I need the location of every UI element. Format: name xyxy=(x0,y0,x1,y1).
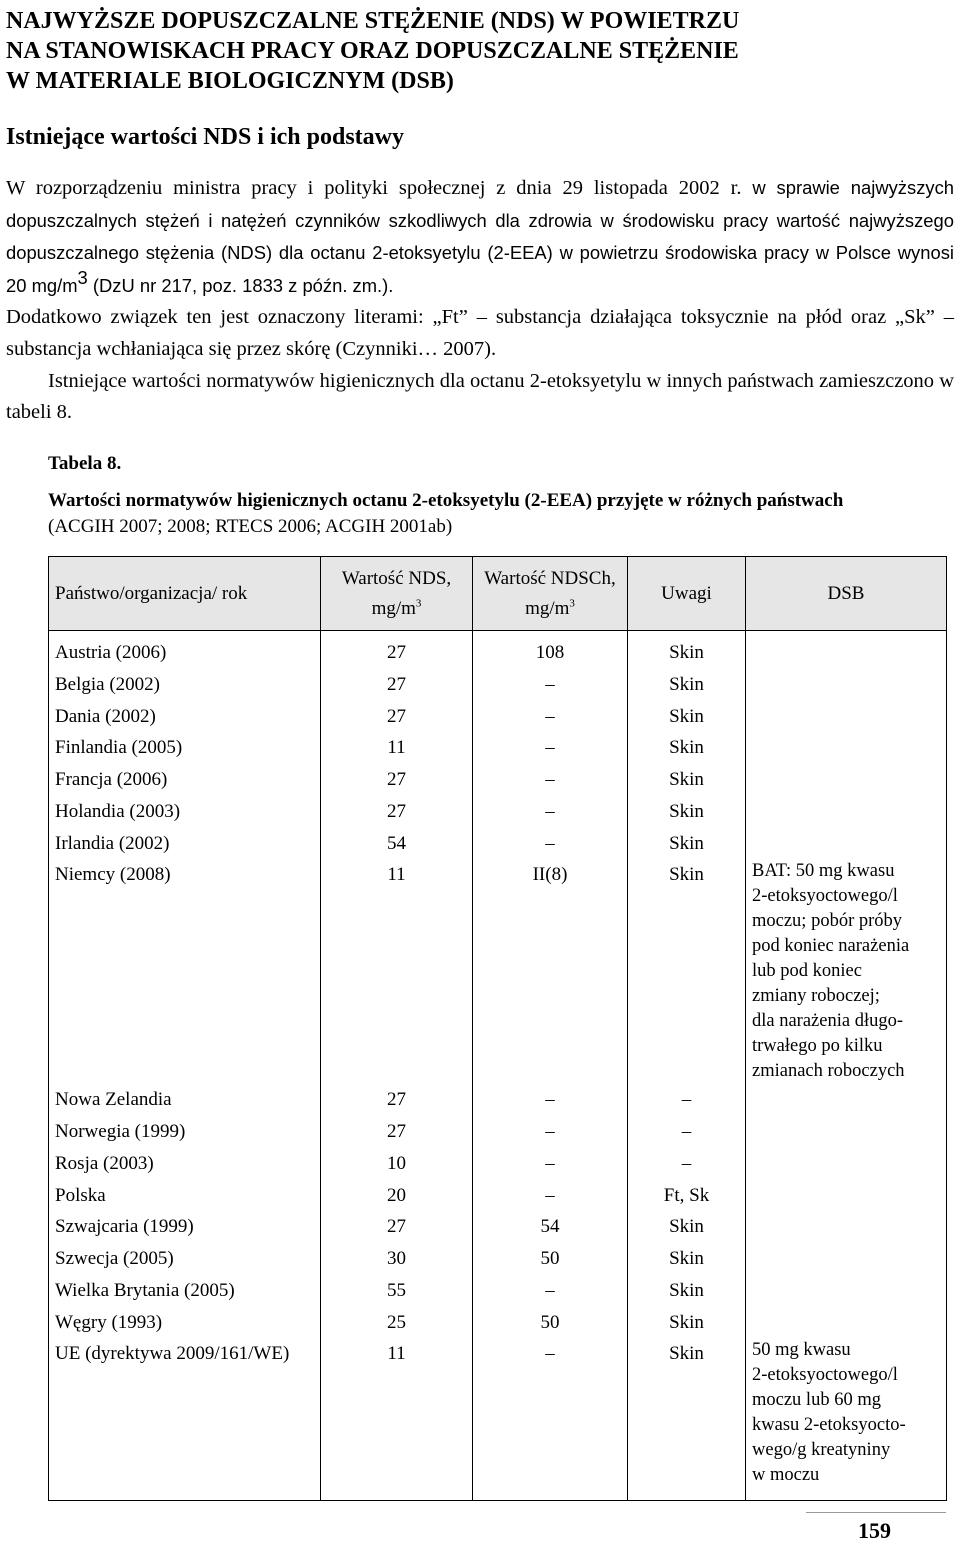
cell-nds: 30 xyxy=(321,1243,473,1275)
subsection-heading: Istniejące wartości NDS i ich podstawy xyxy=(6,124,404,150)
table-sources: (ACGIH 2007; 2008; RTECS 2006; ACGIH 2001ab) xyxy=(48,516,453,537)
paragraph-1 xyxy=(6,172,954,302)
dsb-line: 2-etoksyoctowego/l xyxy=(752,1365,898,1386)
cell-dsb xyxy=(746,1307,947,1339)
cell-nds: 27 xyxy=(321,796,473,828)
cell-country: Szwecja (2005) xyxy=(49,1243,321,1275)
cell-notes: Ft, Sk xyxy=(628,1180,746,1212)
table-row xyxy=(49,1084,947,1116)
cell-ndsch: – xyxy=(473,796,628,828)
table-row xyxy=(49,1307,947,1339)
cell-nds: 55 xyxy=(321,1275,473,1307)
header-ndsch-line1: Wartość NDSCh, xyxy=(484,567,616,589)
cell-dsb xyxy=(746,1116,947,1148)
cell-country: Polska xyxy=(49,1180,321,1212)
cell-dsb xyxy=(746,701,947,733)
table-row xyxy=(49,859,947,1084)
page-number: 159 xyxy=(858,1518,891,1543)
table-row xyxy=(49,796,947,828)
cell-country: Dania (2002) xyxy=(49,701,321,733)
section-heading xyxy=(6,6,946,96)
cell-country: Węgry (1993) xyxy=(49,1307,321,1339)
dsb-line: wego/g kreatyniny xyxy=(752,1440,891,1461)
dsb-line: BAT: 50 mg kwasu xyxy=(752,861,895,882)
cell-dsb xyxy=(746,796,947,828)
cell-notes: Skin xyxy=(628,796,746,828)
cell-country: Rosja (2003) xyxy=(49,1148,321,1180)
cell-dsb xyxy=(746,669,947,701)
cell-notes: Skin xyxy=(628,669,746,701)
cell-nds: 54 xyxy=(321,828,473,860)
cell-notes: Skin xyxy=(628,732,746,764)
cell-notes: – xyxy=(628,1084,746,1116)
cell-dsb xyxy=(746,764,947,796)
cell-dsb xyxy=(746,828,947,860)
table-row xyxy=(49,732,947,764)
dsb-line: dla narażenia długo- xyxy=(752,1011,904,1032)
paragraph-1-part-c: (DzU nr 217, poz. 1833 z późn. zm.). xyxy=(87,274,394,296)
cell-dsb xyxy=(746,1338,947,1501)
cell-nds: 10 xyxy=(321,1148,473,1180)
cell-country: Francja (2006) xyxy=(49,764,321,796)
table-row xyxy=(49,1180,947,1212)
cell-ndsch: 108 xyxy=(473,631,628,669)
cell-nds: 11 xyxy=(321,859,473,1084)
dsb-line: w moczu xyxy=(752,1465,820,1486)
header-ndsch-unit: mg/m xyxy=(525,597,570,619)
cell-dsb xyxy=(746,732,947,764)
cell-ndsch: – xyxy=(473,1084,628,1116)
cell-dsb xyxy=(746,631,947,669)
table-row xyxy=(49,669,947,701)
cell-notes: Skin xyxy=(628,764,746,796)
cell-dsb xyxy=(746,1148,947,1180)
table-row xyxy=(49,1211,947,1243)
cell-ndsch: – xyxy=(473,732,628,764)
dsb-line: moczu; pobór próby xyxy=(752,911,903,932)
cell-notes: Skin xyxy=(628,859,746,1084)
cell-country: Szwajcaria (1999) xyxy=(49,1211,321,1243)
dsb-line: kwasu 2-etoksyocto- xyxy=(752,1415,906,1436)
table-row xyxy=(49,1116,947,1148)
cell-country: Austria (2006) xyxy=(49,631,321,669)
cell-nds: 20 xyxy=(321,1180,473,1212)
table-row xyxy=(49,764,947,796)
cell-nds: 27 xyxy=(321,669,473,701)
cell-dsb xyxy=(746,1211,947,1243)
header-nds xyxy=(321,557,473,631)
cell-dsb xyxy=(746,1275,947,1307)
paragraph-1-part-a: W rozporządzeniu ministra pracy i polityki społecznej z dnia 29 listopada 2002 r. xyxy=(6,177,742,199)
cell-ndsch: – xyxy=(473,669,628,701)
table-caption xyxy=(48,488,956,540)
cell-nds: 27 xyxy=(321,1084,473,1116)
cell-country: Finlandia (2005) xyxy=(49,732,321,764)
cell-ndsch: – xyxy=(473,1180,628,1212)
cell-country: Irlandia (2002) xyxy=(49,828,321,860)
cell-notes: Skin xyxy=(628,1338,746,1501)
norms-table xyxy=(48,556,947,1501)
cell-dsb xyxy=(746,1180,947,1212)
table-row xyxy=(49,631,947,669)
cell-country: Belgia (2002) xyxy=(49,669,321,701)
cell-nds: 27 xyxy=(321,631,473,669)
table-row xyxy=(49,701,947,733)
header-nds-sup: 3 xyxy=(415,597,422,610)
cell-ndsch: 50 xyxy=(473,1307,628,1339)
dsb-line: 2-etoksyoctowego/l xyxy=(752,886,898,907)
cell-dsb xyxy=(746,859,947,1084)
header-nds-line1: Wartość NDS, xyxy=(341,567,452,589)
cell-dsb xyxy=(746,1084,947,1116)
heading-line: W MATERIALE BIOLOGICZNYM (DSB) xyxy=(6,68,454,94)
cell-dsb xyxy=(746,1243,947,1275)
header-nds-line2 xyxy=(321,594,472,624)
table-row xyxy=(49,1148,947,1180)
footer-rule xyxy=(806,1512,946,1513)
cell-ndsch: – xyxy=(473,1148,628,1180)
cell-notes: Skin xyxy=(628,1211,746,1243)
body-text xyxy=(6,172,954,429)
cell-notes: Skin xyxy=(628,701,746,733)
cell-country: Norwegia (1999) xyxy=(49,1116,321,1148)
heading-line: NAJWYŻSZE DOPUSZCZALNE STĘŻENIE (NDS) W POWIETRZU xyxy=(6,8,740,34)
cell-nds: 27 xyxy=(321,1116,473,1148)
cell-notes: Skin xyxy=(628,1275,746,1307)
dsb-line: zmianach roboczych xyxy=(752,1061,905,1082)
table-row xyxy=(49,1243,947,1275)
header-country: Państwo/organizacja/ rok xyxy=(49,557,321,631)
heading-line: NA STANOWISKACH PRACY ORAZ DOPUSZCZALNE STĘŻENIE xyxy=(6,38,739,64)
header-ndsch-line2 xyxy=(473,594,627,624)
dsb-line: moczu lub 60 mg xyxy=(752,1390,881,1411)
cell-ndsch: – xyxy=(473,1116,628,1148)
paragraph-3: Istniejące wartości normatywów higienicznych dla octanu 2-etoksyetylu w innych państwach zamieszczono w tabeli 8. xyxy=(6,369,954,424)
dsb-line: trwałego po kilku xyxy=(752,1036,883,1057)
header-dsb: DSB xyxy=(746,557,947,631)
paragraph-2: Dodatkowo związek ten jest oznaczony literami: „Ft” – substancja działająca toksycznie na płód oraz „Sk” – substancja wchłaniająca się przez skórę (Czynniki… 2007). xyxy=(6,306,954,360)
superscript-3: 3 xyxy=(77,266,88,288)
cell-ndsch: 50 xyxy=(473,1243,628,1275)
table-row xyxy=(49,1275,947,1307)
cell-notes: Skin xyxy=(628,631,746,669)
cell-nds: 27 xyxy=(321,764,473,796)
cell-ndsch: 54 xyxy=(473,1211,628,1243)
header-notes: Uwagi xyxy=(628,557,746,631)
table-label: Tabela 8. xyxy=(48,453,122,474)
cell-notes: – xyxy=(628,1148,746,1180)
table-header-row xyxy=(49,557,947,631)
cell-ndsch: – xyxy=(473,1275,628,1307)
dsb-line: lub pod koniec xyxy=(752,961,862,982)
header-nds-unit: mg/m xyxy=(371,597,416,619)
cell-country: UE (dyrektywa 2009/161/WE) xyxy=(49,1338,321,1501)
cell-ndsch: – xyxy=(473,828,628,860)
cell-notes: – xyxy=(628,1116,746,1148)
cell-ndsch: II(8) xyxy=(473,859,628,1084)
cell-notes: Skin xyxy=(628,828,746,860)
dsb-line: pod koniec narażenia xyxy=(752,936,910,957)
cell-ndsch: – xyxy=(473,701,628,733)
table-body xyxy=(49,631,947,1501)
header-ndsch xyxy=(473,557,628,631)
cell-nds: 27 xyxy=(321,1211,473,1243)
dsb-line: zmiany roboczej; xyxy=(752,986,880,1007)
header-ndsch-sup: 3 xyxy=(569,597,575,610)
table-title: Wartości normatywów higienicznych octanu 2-etoksyetylu (2-EEA) przyjęte w różnych państwach xyxy=(48,490,844,511)
paragraph-1-part-b: w sprawie najwyższych dopuszczalnych stężeń i natężeń czynników szkodliwych dla zdrowia w środowisku pracy wartość najwyższego dopuszczalnego stężenia (NDS) dla octanu 2-etoksyetylu (2-EEA) w powietrzu środowiska pracy w Polsce wynosi 20 mg/m xyxy=(6,177,955,296)
cell-country: Niemcy (2008) xyxy=(49,859,321,1084)
cell-nds: 25 xyxy=(321,1307,473,1339)
cell-ndsch: – xyxy=(473,1338,628,1501)
cell-country: Nowa Zelandia xyxy=(49,1084,321,1116)
cell-notes: Skin xyxy=(628,1243,746,1275)
cell-ndsch: – xyxy=(473,764,628,796)
cell-nds: 27 xyxy=(321,701,473,733)
cell-nds: 11 xyxy=(321,1338,473,1501)
cell-notes: Skin xyxy=(628,1307,746,1339)
table-row xyxy=(49,828,947,860)
cell-country: Wielka Brytania (2005) xyxy=(49,1275,321,1307)
cell-country: Holandia (2003) xyxy=(49,796,321,828)
table-row xyxy=(49,1338,947,1501)
cell-nds: 11 xyxy=(321,732,473,764)
dsb-line: 50 mg kwasu xyxy=(752,1340,851,1361)
